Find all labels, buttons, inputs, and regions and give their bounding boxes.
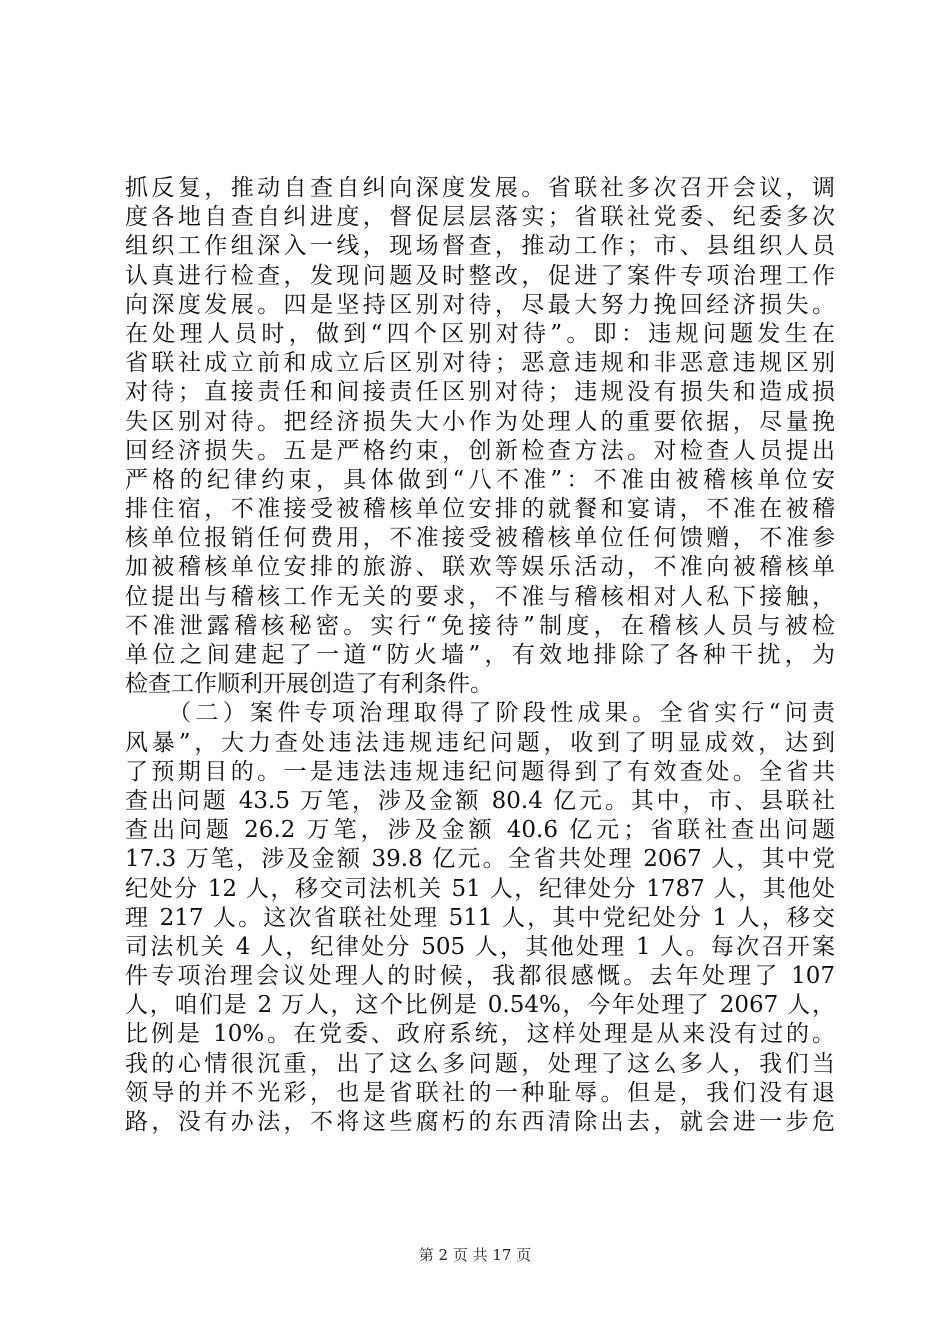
text-line: 组织工作组深入一线，现场督查，推动工作；市、县组织人员 — [125, 233, 835, 260]
text-line: 检查工作顺利开展创造了有利条件。 — [125, 671, 493, 698]
text-line: 不准泄露稽核秘密。实行“免接待”制度，在稽核人员与被检 — [125, 612, 835, 639]
page-number-footer: 第 2 页 共 17 页 — [418, 1246, 532, 1264]
text-line: 度各地自查自纠进度，督促层层落实；省联社党委、纪委多次 — [125, 204, 835, 231]
body-text — [125, 174, 835, 1137]
text-line: 人，咱们是 2 万人，这个比例是 0.54%，今年处理了 2067 人， — [125, 992, 835, 1019]
text-line: 省联社成立前和成立后区别对待；恶意违规和非恶意违规区别 — [125, 350, 835, 377]
text-line: 领导的并不光彩，也是省联社的一种耻辱。但是，我们没有退 — [125, 1079, 835, 1106]
text-line: （二）案件专项治理取得了阶段性成果。全省实行“问责 — [125, 700, 835, 727]
text-line: 查出问题 26.2 万笔，涉及金额 40.6 亿元；省联社查出问题 — [125, 817, 835, 844]
text-line: 司法机关 4 人，纪律处分 505 人，其他处理 1 人。每次召开案 — [125, 933, 835, 960]
text-line: 比例是 10%。在党委、政府系统，这样处理是从来没有过的。 — [125, 1021, 835, 1048]
text-line: 加被稽核单位安排的旅游、联欢等娱乐活动，不准向被稽核单 — [125, 554, 835, 581]
text-line: 在处理人员时，做到“四个区别对待”。即：违规问题发生在 — [125, 320, 835, 347]
text-line: 失区别对待。把经济损失大小作为处理人的重要依据，尽量挽 — [125, 408, 835, 435]
text-line: 排住宿，不准接受被稽核单位安排的就餐和宴请，不准在被稽 — [125, 496, 835, 523]
text-line: 位提出与稽核工作无关的要求，不准与稽核相对人私下接触， — [125, 583, 835, 610]
text-line: 认真进行检查，发现问题及时整改，促进了案件专项治理工作 — [125, 262, 835, 289]
text-line: 路，没有办法，不将这些腐朽的东西清除出去，就会进一步危 — [125, 1109, 835, 1135]
text-line: 抓反复，推动自查自纠向深度发展。省联社多次召开会议，调 — [125, 175, 835, 201]
text-line: 查出问题 43.5 万笔，涉及金额 80.4 亿元。其中，市、县联社 — [125, 787, 835, 814]
text-line: 了预期目的。一是违法违规违纪问题得到了有效查处。全省共 — [125, 758, 835, 785]
text-line: 17.3 万笔，涉及金额 39.8 亿元。全省共处理 2067 人，其中党 — [125, 846, 835, 873]
text-line: 回经济损失。五是严格约束，创新检查方法。对检查人员提出 — [125, 437, 835, 464]
text-line: 核单位报销任何费用，不准接受被稽核单位任何馈赠，不准参 — [125, 525, 835, 552]
text-line: 单位之间建起了一道“防火墙”，有效地排除了各种干扰，为 — [125, 642, 835, 668]
text-line: 风暴”，大力查处违法违规违纪问题，收到了明显成效，达到 — [125, 729, 835, 756]
text-line: 理 217 人。这次省联社处理 511 人，其中党纪处分 1 人，移交 — [125, 904, 835, 931]
text-line: 对待；直接责任和间接责任区别对待；违规没有损失和造成损 — [125, 379, 835, 406]
text-line: 我的心情很沉重，出了这么多问题，处理了这么多人，我们当 — [125, 1050, 835, 1077]
text-line: 向深度发展。四是坚持区别对待，尽最大努力挽回经济损失。 — [125, 291, 835, 318]
text-line: 纪处分 12 人，移交司法机关 51 人，纪律处分 1787 人，其他处 — [125, 875, 835, 902]
text-line: 件专项治理会议处理人的时候，我都很感慨。去年处理了 107 — [125, 963, 835, 990]
text-line: 严格的纪律约束，具体做到“八不准”：不准由被稽核单位安 — [125, 466, 835, 493]
